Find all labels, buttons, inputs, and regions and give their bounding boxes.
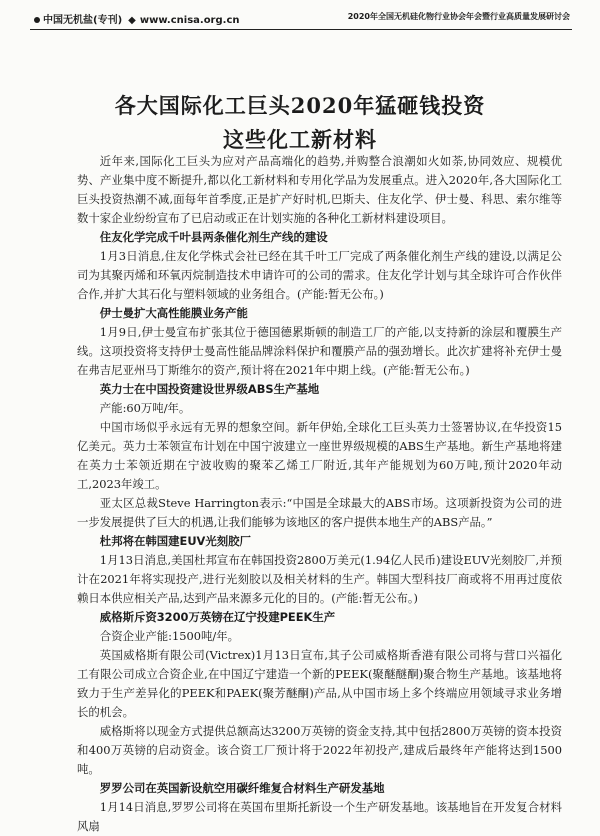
section-heading: 伊士曼扩大高性能膜业务产能	[99, 306, 248, 320]
paragraph: 1月3日消息,住友化学株式会社已经在其千叶工厂完成了两条催化剂生产线的建设,以满足公司为其聚丙烯和环氧丙烷制造技术申请许可的公司的需求。住友化学计划与其全球许可合作伙伴合作,并扩大其石化与塑料领域的业务组合。(产能:暂无公布。)	[77, 249, 562, 301]
article-title-line1: 各大国际化工巨头2020年猛砸钱投资	[114, 93, 486, 118]
paragraph: 1月9日,伊士曼宣布扩张其位于德国德累斯顿的制造工厂的产能,以支持新的涂层和覆膜生产线。这项投资将支持伊士曼高性能品牌涂料保护和覆膜产品的强劲增长。此次扩建将补充伊士曼在弗吉尼亚州马丁斯维尔的资产,预计将在2021年中期上线。(产能:暂无公布。)	[77, 325, 562, 377]
paragraph: 1月14日消息,罗罗公司将在英国布里斯托新设一个生产研发基地。该基地旨在开发复合材料风扇	[77, 800, 562, 833]
section-heading: 英力士在中国投资建设世界级ABS生产基地	[99, 382, 320, 396]
section-heading: 威格斯斥资3200万英镑在辽宁投建PEEK生产	[99, 610, 336, 624]
bullet-icon: ◆	[128, 15, 136, 26]
article-body	[77, 152, 562, 836]
paragraph: 中国市场似乎永远有无界的想象空间。新年伊始,全球化工巨头英力士签署协议,在华投资15亿美元。英力士苯领宣布计划在中国宁波建立一座世界级规模的ABS生产基地。新生产基地将建在英力士苯领近期在宁波收购的聚苯乙烯工厂附近,其年产能规划为60万吨,预计2020年动工,2023年竣工。	[77, 420, 562, 491]
header-rule	[30, 29, 572, 30]
section-heading: 住友化学完成千叶县两条催化剂生产线的建设	[99, 230, 328, 244]
intro-paragraph: 近年来,国际化工巨头为应对产品高端化的趋势,并购整合浪潮如火如荼,协同效应、规模优势、产业集中度不断提升,都以化工新材料和专用化学品为发展重点。进入2020年,各大国际化工巨头投资热潮不减,面每年首季度,正是扩产好时机,巴斯夫、住友化学、伊士曼、科思、索尔维等数十家企业纷纷宣布了已启动或正在计划实施的各种化工新材料建设项目。	[77, 154, 562, 225]
paragraph: 亚太区总裁Steve Harrington表示:“中国是全球最大的ABS市场。这项新投资为公司的进一步发展提供了巨大的机遇,让我们能够为该地区的客户提供本地生产的ABS产品。”	[77, 496, 562, 529]
section-heading: 罗罗公司在英国新设航空用碳纤维复合材料生产研发基地	[99, 781, 385, 795]
paragraph: 英国威格斯有限公司(Victrex)1月13日宣布,其子公司威格斯香港有限公司将与营口兴福化工有限公司成立合资企业,在中国辽宁建造一个新的PEEK(聚醚醚酮)聚合物生产基地。该基地将致力于生产差异化的PEEK和PAEK(聚芳醚酮)产品,从中国市场上多个终端应用领域寻求业务增长的机会。	[77, 648, 562, 719]
running-header	[34, 11, 570, 27]
bullet-icon	[34, 17, 40, 23]
article-title-line2: 这些化工新材料	[223, 127, 377, 152]
journal-url: www.cnisa.org.cn	[139, 15, 240, 26]
journal-name: 中国无机盐(专刊) ◆ www.cnisa.org.cn	[34, 11, 240, 26]
paragraph: 威格斯将以现金方式提供总额高达3200万英镑的资金支持,其中包括2800万英镑的资本投资和400万英镑的启动资金。该合资工厂预计将于2022年初投产,建成后最终年产能将达到1500吨。	[77, 724, 562, 776]
conference-title: 2020年全国无机硅化物行业协会年会暨行业高质量发展研讨会	[347, 12, 570, 21]
paragraph: 1月13日消息,美国杜邦宣布在韩国投资2800万美元(1.94亿人民币)建设EUV光刻胶厂,并预计在2021年将实现投产,进行光刻胶以及相关材料的生产。韩国大型科技厂商或将不用再过度依赖日本供应相关产品,达到产品来源多元化的目的。(产能:暂无公布。)	[77, 553, 562, 605]
capacity-line: 产能:60万吨/年。	[99, 401, 191, 415]
capacity-line: 合资企业产能:1500吨/年。	[99, 629, 239, 643]
section-heading: 杜邦将在韩国建EUV光刻胶厂	[99, 534, 251, 548]
